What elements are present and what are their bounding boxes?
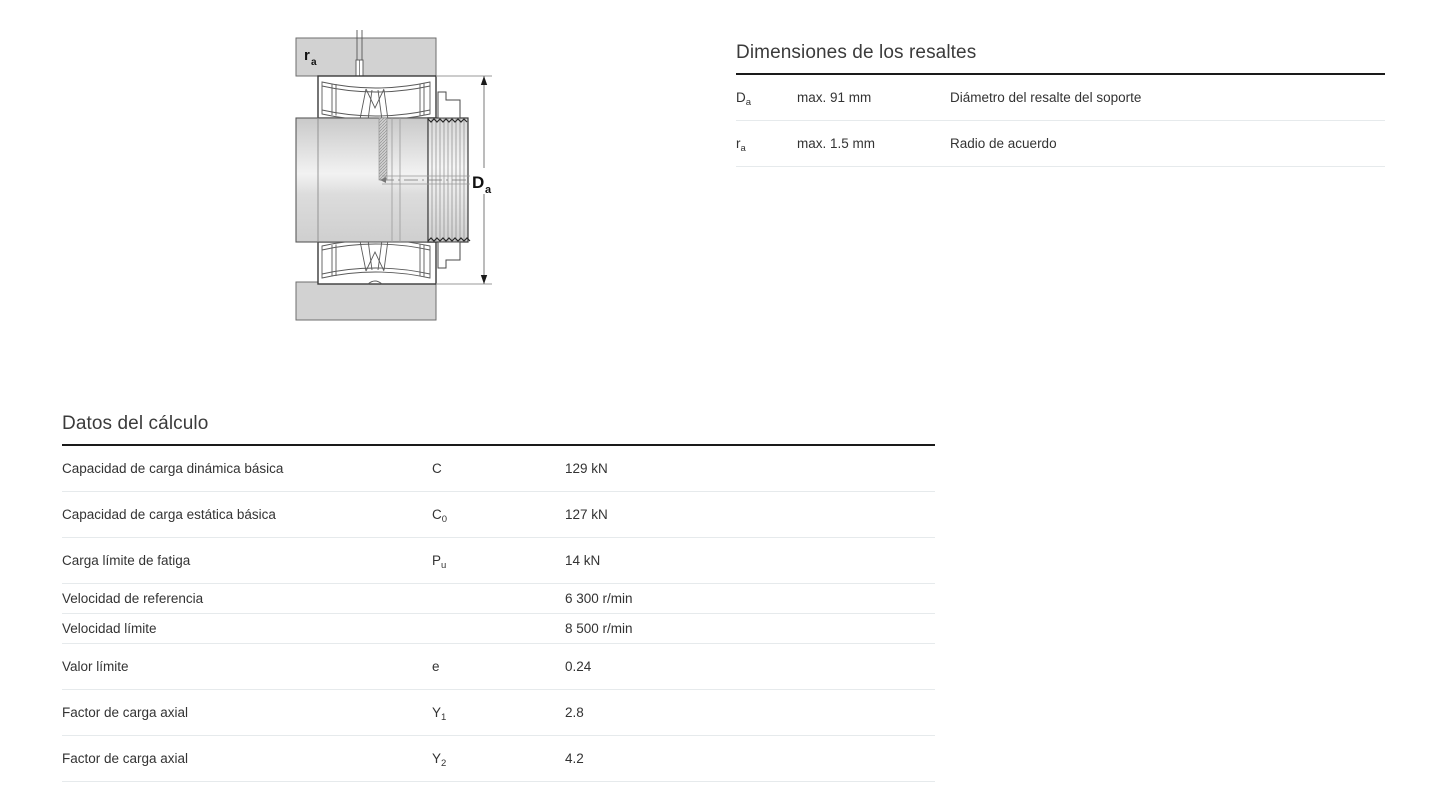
row-symbol: e bbox=[432, 659, 440, 674]
row-label: Capacidad de carga estática básica bbox=[62, 507, 276, 522]
row-label: Velocidad de referencia bbox=[62, 591, 204, 606]
row-value: 127 kN bbox=[565, 507, 608, 522]
row-label: Velocidad límite bbox=[62, 621, 157, 636]
row-description: Diámetro del resalte del soporte bbox=[950, 90, 1142, 105]
row-symbol: $Y_1$ bbox=[432, 705, 447, 723]
table-row bbox=[62, 492, 935, 538]
row-value: max. 91 mm bbox=[797, 90, 872, 105]
row-symbol: C bbox=[432, 461, 442, 476]
calculo-section bbox=[62, 413, 935, 782]
calculo-title: Datos del cálculo bbox=[62, 413, 209, 434]
table-row bbox=[62, 614, 935, 644]
resaltes-section bbox=[736, 42, 1385, 167]
table-row bbox=[62, 644, 935, 690]
row-value: 14 kN bbox=[565, 553, 601, 568]
row-value: 4.2 bbox=[565, 751, 584, 766]
row-symbol: $r_a$ bbox=[736, 136, 746, 154]
table-row bbox=[736, 75, 1385, 121]
row-value: 2.8 bbox=[565, 705, 584, 720]
row-label: Factor de carga axial bbox=[62, 751, 189, 766]
ra-label-sub: a bbox=[311, 57, 317, 68]
table-row bbox=[62, 538, 935, 584]
row-symbol: $P_u$ bbox=[432, 553, 447, 571]
table-row bbox=[62, 446, 935, 492]
roller-set-upper bbox=[322, 82, 430, 120]
row-symbol: $D_a$ bbox=[736, 90, 752, 108]
row-value: 6 300 r/min bbox=[565, 591, 633, 606]
bearing-drawing bbox=[280, 30, 510, 330]
table-row bbox=[736, 121, 1385, 167]
row-value: 8 500 r/min bbox=[565, 621, 633, 636]
row-symbol: $C_0$ bbox=[432, 507, 448, 525]
table-row bbox=[62, 690, 935, 736]
table-row bbox=[62, 584, 935, 614]
da-dimension-arrow bbox=[470, 76, 498, 284]
row-value: 0.24 bbox=[565, 659, 592, 674]
row-value: 129 kN bbox=[565, 461, 608, 476]
row-label: Factor de carga axial bbox=[62, 705, 189, 720]
row-label: Carga límite de fatiga bbox=[62, 553, 191, 568]
da-label: D bbox=[472, 173, 485, 192]
row-symbol: $Y_2$ bbox=[432, 751, 447, 769]
row-value: max. 1.5 mm bbox=[797, 136, 876, 151]
table-row bbox=[62, 736, 935, 782]
resaltes-title: Dimensiones de los resaltes bbox=[736, 42, 977, 63]
ra-label: r bbox=[304, 47, 310, 64]
row-label: Capacidad de carga dinámica básica bbox=[62, 461, 284, 476]
row-label: Valor límite bbox=[62, 659, 129, 674]
da-label-sub: a bbox=[485, 184, 492, 196]
row-description: Radio de acuerdo bbox=[950, 136, 1057, 151]
